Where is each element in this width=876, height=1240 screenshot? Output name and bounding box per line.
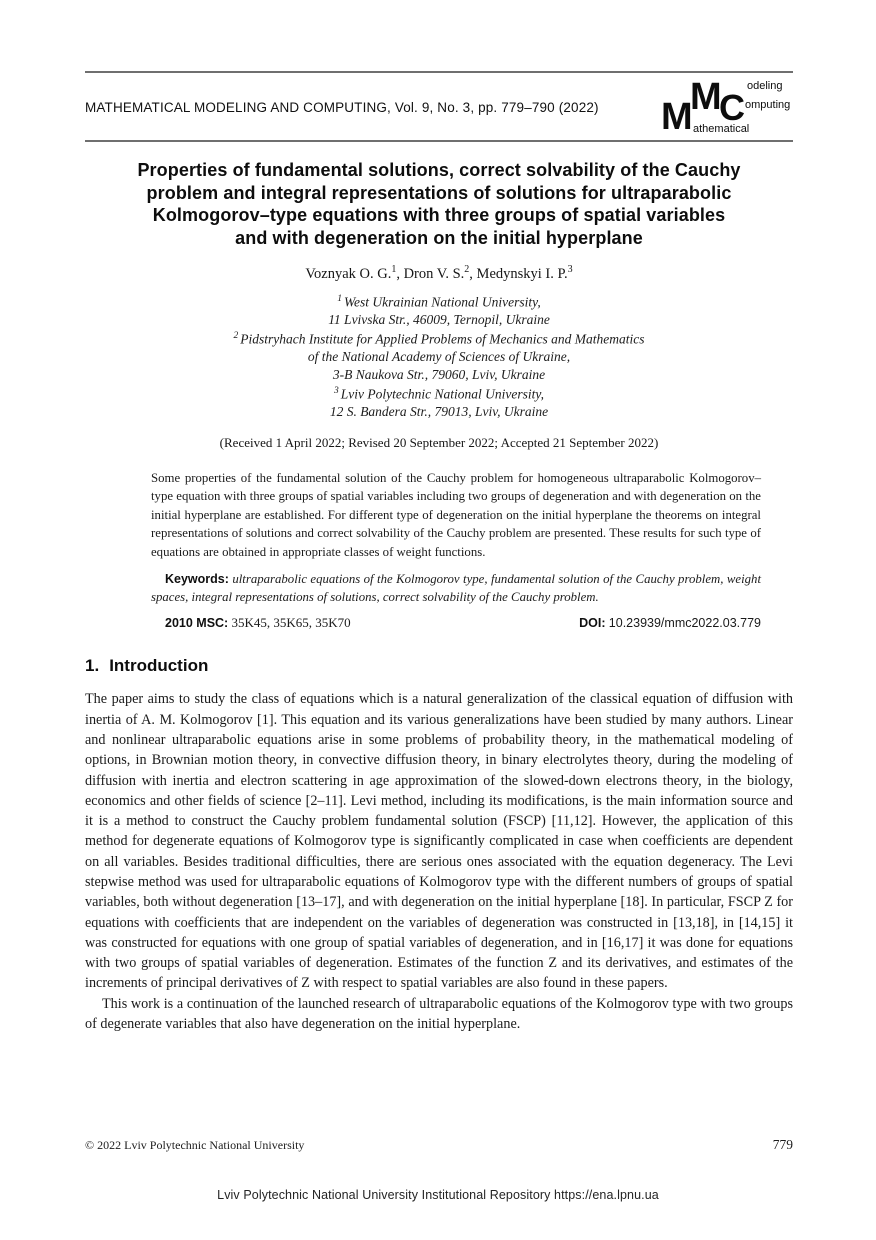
keywords-label: Keywords: xyxy=(165,572,229,587)
received-dates: (Received 1 April 2022; Revised 20 September 2022; Accepted 21 September 2022) xyxy=(219,434,659,450)
affiliation-line: 12 S. Bandera Str., 79013, Lviv, Ukraine xyxy=(329,404,549,420)
section-title: Introduction xyxy=(109,656,209,676)
article-body xyxy=(85,159,793,1034)
msc-value: 35K45, 35K65, 35K70 xyxy=(231,615,351,631)
title-line: Properties of fundamental solutions, correct solvability of the Cauchy xyxy=(137,160,741,180)
page-number: 779 xyxy=(772,1137,793,1152)
affiliation-line: $^3$ Lviv Polytechnic National University, xyxy=(334,386,544,402)
affiliation-line: $^2$ Pidstryhach Institute for Applied Problems of Mechanics and Mathematics xyxy=(233,331,645,347)
msc-group xyxy=(151,615,351,631)
section-heading-introduction xyxy=(85,656,793,676)
title-line: problem and integral representations of solutions for ultraparabolic xyxy=(146,182,732,203)
header-rule-bottom xyxy=(85,140,793,142)
logo-letter-m1: M xyxy=(661,96,692,138)
author-affil-marker: 2 xyxy=(464,264,470,275)
doi-group xyxy=(579,615,761,631)
abstract: Some properties of the fundamental solution of the Cauchy problem for homogeneous ultraparabolic Kolmogorov–type equation with three groups of spatial variables including two groups of degeneration and with degeneration on the initial hyperplane are established. For different type of degeneration on the initial hyperplane the theorems on integral representations of solutions and correct solvability of the Cauchy problem are presented. These results for such type of equations are obtained in appropriate classes of weight functions. xyxy=(151,470,761,559)
author: Medynskyi I. P.$^3$ xyxy=(476,264,573,282)
affiliation-line: $^1$ West Ukrainian National University, xyxy=(337,293,541,310)
msc-doi-row xyxy=(151,615,761,631)
journal-logo xyxy=(661,76,793,138)
page-footer xyxy=(85,1137,793,1153)
section-number: 1. xyxy=(85,656,100,676)
title-line: and with degeneration on the initial hyperplane xyxy=(235,227,643,248)
authors-line xyxy=(85,264,793,283)
logo-word-computing: omputing xyxy=(745,99,791,111)
keywords-block xyxy=(151,570,761,606)
header-rule-top xyxy=(85,71,793,73)
copyright-notice: © 2022 Lviv Polytechnic National University xyxy=(85,1138,305,1152)
paragraph: This work is a continuation of the launched research of ultraparabolic equations of the Kolmogorov type with two groups of degenerate variables that also have degeneration on the initial hyperplane. xyxy=(85,995,793,1033)
affiliation-line: 3-B Naukova Str., 79060, Lviv, Ukraine xyxy=(332,366,546,382)
page-title xyxy=(85,159,793,249)
doi-label: DOI: xyxy=(579,616,606,631)
paragraph: The paper aims to study the class of equations which is a natural generalization of the classical equation of diffusion with inertia of A. M. Kolmogorov [1]. This equation and its various generalizations have been studied by many authors. Linear and nonlinear ultraparabolic equations arise in some problems of probability theory, in the mathematical modeling of options, in Brownian motion theory, in convective diffusion theory, in binary electrolytes theory, during the modeling of diffusion with inertia and electron scattering in age approximation of the slowed-down electrons theory, in the biology, economics and other fields of science [2–11]. Levi method, including its modifications, is the main information source and it is a method to construct the Cauchy problem fundamental solution (FSCP) [11,12]. However, the application of this method for degenerate equations of Kolmogorov type is significantly complicated in case when coefficients are dependent on all variables. Besides traditional difficulties, there are serious ones associated with the equation degeneracy. The Levi stepwise method was used for ultraparabolic equations of Kolmogorov type with the different numbers of groups of spatial variables, both without degeneration [13–17], and with degeneration on the initial hyperplane [18]. In particular, FSCP Z for equations with coefficients that are independent on the variables of degeneration was constructed in [13,18], in [14,15] it was constructed for equations with one group of spatial variables of degeneration, and in [16,17] it was done for equations with two groups of spatial variables of degeneration. Estimates of the function Z and its derivatives, and estimates of the increments of principal derivatives of Z with respect to spatial variables are also found in these papers. xyxy=(85,691,793,992)
author-affil-marker: 1 xyxy=(391,264,397,275)
logo-word-mathematical: athematical xyxy=(693,123,750,135)
doi-value: 10.23939/mmc2022.03.779 xyxy=(608,616,761,631)
title-line: Kolmogorov–type equations with three groups of spatial variables xyxy=(152,205,726,225)
journal-header: MATHEMATICAL MODELING AND COMPUTING, Vol. 9, No. 3, pp. 779–790 (2022) xyxy=(85,100,599,115)
msc-label: 2010 MSC: xyxy=(165,616,229,631)
logo-letter-c: C xyxy=(719,87,744,128)
affiliation-line: 11 Lvivska Str., 46009, Ternopil, Ukraine xyxy=(328,311,550,327)
author: Dron V. S.$^2$, xyxy=(403,264,477,282)
author-affil-marker: 3 xyxy=(567,264,573,275)
keywords-text: ultraparabolic equations of the Kolmogorov type, fundamental solution of the Cauchy problem, weight spaces, integral representations of solutions, correct solvability of the Cauchy problem. xyxy=(151,572,761,605)
affiliation-line: of the National Academy of Sciences of Ukraine, xyxy=(307,349,571,365)
logo-letter-m2: M xyxy=(690,76,721,118)
repository-watermark: Lviv Polytechnic National University Institutional Repository https://ena.lpnu.ua xyxy=(217,1188,659,1202)
affiliations xyxy=(85,291,793,421)
logo-word-modeling: odeling xyxy=(747,80,783,92)
author: Voznyak O. G.$^1$, xyxy=(305,264,404,282)
